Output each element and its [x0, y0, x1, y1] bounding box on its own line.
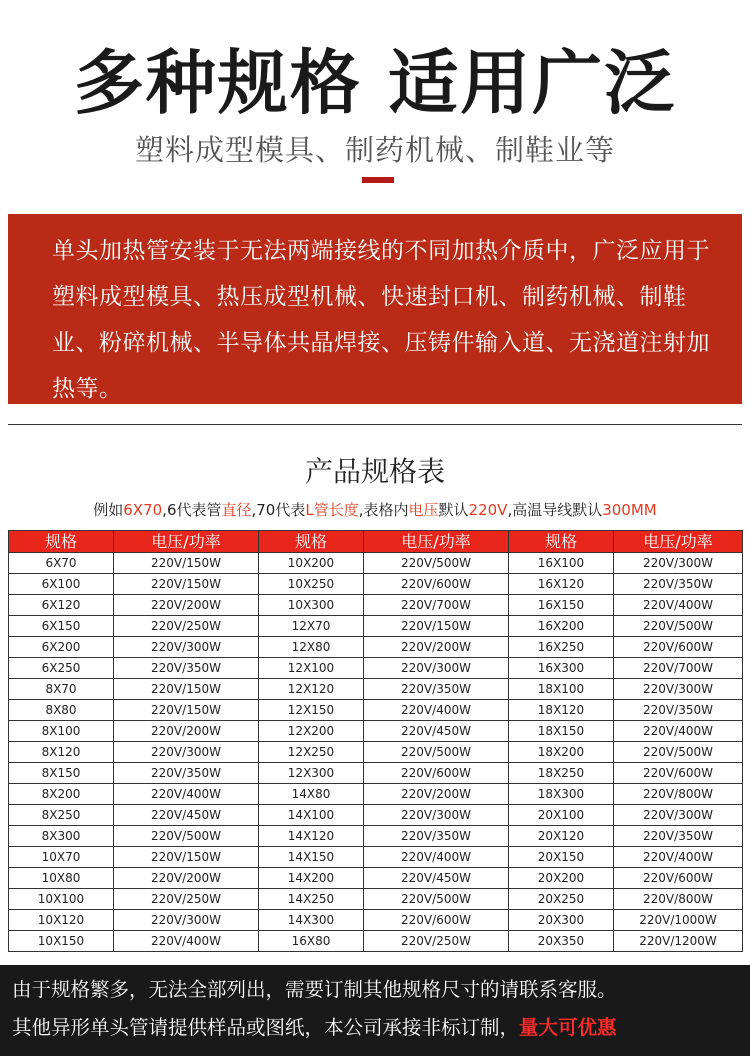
table-row	[9, 784, 743, 805]
table-cell: 18X250	[509, 763, 614, 784]
table-row	[9, 637, 743, 658]
table-cell: 220V/200W	[114, 868, 259, 889]
table-cell: 220V/300W	[614, 679, 743, 700]
table-cell: 220V/350W	[114, 658, 259, 679]
table-row	[9, 826, 743, 847]
table-cell: 10X150	[9, 931, 114, 952]
table-cell: 12X70	[259, 616, 364, 637]
table-row	[9, 805, 743, 826]
table-cell: 14X250	[259, 889, 364, 910]
table-cell: 220V/300W	[364, 805, 509, 826]
table-cell: 8X100	[9, 721, 114, 742]
table-cell: 220V/500W	[614, 616, 743, 637]
table-cell: 18X200	[509, 742, 614, 763]
table-cell: 220V/500W	[364, 742, 509, 763]
table-cell: 8X150	[9, 763, 114, 784]
table-cell: 20X120	[509, 826, 614, 847]
table-cell: 16X200	[509, 616, 614, 637]
table-cell: 18X100	[509, 679, 614, 700]
table-row	[9, 595, 743, 616]
table-cell: 220V/450W	[114, 805, 259, 826]
table-cell: 14X150	[259, 847, 364, 868]
table-cell: 12X200	[259, 721, 364, 742]
table-cell: 220V/200W	[364, 784, 509, 805]
table-row	[9, 700, 743, 721]
table-header-cell: 规格	[259, 531, 364, 553]
table-cell: 12X80	[259, 637, 364, 658]
intro-panel	[8, 214, 742, 404]
table-body	[9, 553, 743, 952]
table-cell: 220V/350W	[614, 700, 743, 721]
table-cell: 220V/1200W	[614, 931, 743, 952]
table-row	[9, 616, 743, 637]
page-subtitle: 塑料成型模具、制药机械、制鞋业等	[134, 133, 615, 167]
table-cell: 20X100	[509, 805, 614, 826]
table-cell: 220V/450W	[364, 721, 509, 742]
table-header-cell: 规格	[509, 531, 614, 553]
table-cell: 14X200	[259, 868, 364, 889]
note-text: ,6代表管	[162, 501, 222, 519]
table-row	[9, 553, 743, 574]
footer-line-1: 由于规格繁多，无法全部列出，需要订制其他规格尺寸的请联系客服。	[12, 978, 617, 1001]
table-cell: 16X120	[509, 574, 614, 595]
table-cell: 8X70	[9, 679, 114, 700]
table-row	[9, 721, 743, 742]
note-highlight: 300MM	[602, 501, 657, 519]
table-cell: 220V/400W	[114, 931, 259, 952]
note-highlight: 电压	[408, 501, 439, 519]
table-cell: 220V/600W	[614, 868, 743, 889]
footer-text: 其他异形单头管请提供样品或图纸，本公司承接非标订制，	[12, 1016, 520, 1039]
table-cell: 14X120	[259, 826, 364, 847]
table-cell: 10X80	[9, 868, 114, 889]
table-cell: 6X200	[9, 637, 114, 658]
table-cell: 16X300	[509, 658, 614, 679]
table-cell: 220V/400W	[614, 721, 743, 742]
table-cell: 10X250	[259, 574, 364, 595]
table-row	[9, 847, 743, 868]
table-cell: 16X250	[509, 637, 614, 658]
table-row	[9, 763, 743, 784]
table-cell: 220V/500W	[614, 742, 743, 763]
footer-line-2	[12, 1009, 740, 1047]
table-cell: 220V/400W	[614, 847, 743, 868]
table-cell: 18X300	[509, 784, 614, 805]
table-cell: 220V/600W	[364, 574, 509, 595]
table-cell: 14X300	[259, 910, 364, 931]
table-cell: 220V/150W	[114, 574, 259, 595]
table-cell: 6X70	[9, 553, 114, 574]
table-cell: 14X80	[259, 784, 364, 805]
note-text: ,高温导线默认	[507, 501, 603, 519]
note-text: 例如	[93, 501, 124, 519]
table-cell: 220V/500W	[364, 889, 509, 910]
spec-table-title: 产品规格表	[304, 455, 445, 488]
table-cell: 220V/350W	[364, 826, 509, 847]
table-cell: 220V/150W	[114, 679, 259, 700]
table-cell: 220V/250W	[114, 889, 259, 910]
section-divider	[8, 424, 742, 425]
table-cell: 6X150	[9, 616, 114, 637]
table-cell: 20X350	[509, 931, 614, 952]
table-cell: 16X80	[259, 931, 364, 952]
table-cell: 6X120	[9, 595, 114, 616]
table-header-cell: 电压/功率	[114, 531, 259, 553]
page-title: 多种规格 适用广泛	[73, 42, 677, 124]
table-cell: 220V/600W	[614, 763, 743, 784]
table-cell: 220V/300W	[114, 637, 259, 658]
spec-table-note	[0, 500, 750, 520]
table-cell: 10X200	[259, 553, 364, 574]
table-cell: 220V/150W	[114, 553, 259, 574]
table-cell: 220V/450W	[364, 868, 509, 889]
table-cell: 20X250	[509, 889, 614, 910]
note-text: 默认	[438, 501, 469, 519]
table-cell: 220V/400W	[614, 595, 743, 616]
table-header-row	[9, 531, 743, 553]
table-row	[9, 742, 743, 763]
table-cell: 20X300	[509, 910, 614, 931]
table-cell: 220V/150W	[114, 700, 259, 721]
table-cell: 220V/300W	[114, 910, 259, 931]
table-cell: 10X300	[259, 595, 364, 616]
table-cell: 220V/200W	[114, 721, 259, 742]
table-cell: 220V/250W	[364, 931, 509, 952]
table-cell: 220V/1000W	[614, 910, 743, 931]
table-cell: 8X80	[9, 700, 114, 721]
table-cell: 220V/150W	[364, 616, 509, 637]
table-cell: 18X120	[509, 700, 614, 721]
table-cell: 20X150	[509, 847, 614, 868]
table-cell: 220V/500W	[114, 826, 259, 847]
table-row	[9, 868, 743, 889]
table-cell: 220V/350W	[614, 574, 743, 595]
table-row	[9, 574, 743, 595]
table-cell: 220V/400W	[114, 784, 259, 805]
table-cell: 220V/250W	[114, 616, 259, 637]
table-cell: 220V/600W	[364, 910, 509, 931]
table-cell: 220V/800W	[614, 784, 743, 805]
table-cell: 12X100	[259, 658, 364, 679]
table-row	[9, 658, 743, 679]
note-text: ,表格内	[358, 501, 409, 519]
table-cell: 8X120	[9, 742, 114, 763]
note-highlight: 6X70	[123, 501, 163, 519]
table-cell: 220V/300W	[614, 805, 743, 826]
table-cell: 220V/350W	[364, 679, 509, 700]
table-cell: 12X120	[259, 679, 364, 700]
accent-divider	[362, 177, 394, 183]
table-cell: 12X150	[259, 700, 364, 721]
note-highlight: 220V	[468, 501, 508, 519]
table-cell: 12X300	[259, 763, 364, 784]
footer-highlight: 量大可优惠	[519, 1016, 617, 1039]
table-cell: 16X100	[509, 553, 614, 574]
table-cell: 10X100	[9, 889, 114, 910]
table-header-cell: 电压/功率	[614, 531, 743, 553]
note-highlight: 直径	[221, 501, 252, 519]
table-cell: 12X250	[259, 742, 364, 763]
table-cell: 220V/200W	[114, 595, 259, 616]
table-cell: 220V/200W	[364, 637, 509, 658]
table-cell: 220V/300W	[614, 553, 743, 574]
table-row	[9, 679, 743, 700]
table-cell: 220V/300W	[364, 658, 509, 679]
table-cell: 6X100	[9, 574, 114, 595]
table-cell: 220V/400W	[364, 847, 509, 868]
table-row	[9, 889, 743, 910]
note-text: ,70代表	[251, 501, 306, 519]
table-cell: 14X100	[259, 805, 364, 826]
table-header-cell: 规格	[9, 531, 114, 553]
table-cell: 220V/300W	[114, 742, 259, 763]
table-cell: 220V/700W	[614, 658, 743, 679]
table-cell: 220V/150W	[114, 847, 259, 868]
table-cell: 220V/600W	[364, 763, 509, 784]
table-row	[9, 910, 743, 931]
table-header-cell: 电压/功率	[364, 531, 509, 553]
table-cell: 16X150	[509, 595, 614, 616]
footer-banner	[0, 965, 750, 1056]
table-cell: 6X250	[9, 658, 114, 679]
table-cell: 20X200	[509, 868, 614, 889]
spec-table	[8, 530, 743, 952]
table-cell: 220V/350W	[114, 763, 259, 784]
table-cell: 18X150	[509, 721, 614, 742]
table-cell: 8X250	[9, 805, 114, 826]
table-cell: 220V/400W	[364, 700, 509, 721]
table-cell: 10X120	[9, 910, 114, 931]
table-cell: 220V/600W	[614, 637, 743, 658]
table-cell: 220V/350W	[614, 826, 743, 847]
intro-text: 单头加热管安装于无法两端接线的不同加热介质中，广泛应用于塑料成型模具、热压成型机械、快速封口机、制药机械、制鞋业、粉碎机械、半导体共晶焊接、压铸件输入道、无浇道注射加热等。	[52, 238, 710, 402]
table-row	[9, 931, 743, 952]
table-cell: 8X300	[9, 826, 114, 847]
table-cell: 220V/800W	[614, 889, 743, 910]
table-cell: 220V/700W	[364, 595, 509, 616]
note-highlight: L管长度	[305, 501, 359, 519]
table-cell: 10X70	[9, 847, 114, 868]
table-cell: 220V/500W	[364, 553, 509, 574]
table-cell: 8X200	[9, 784, 114, 805]
